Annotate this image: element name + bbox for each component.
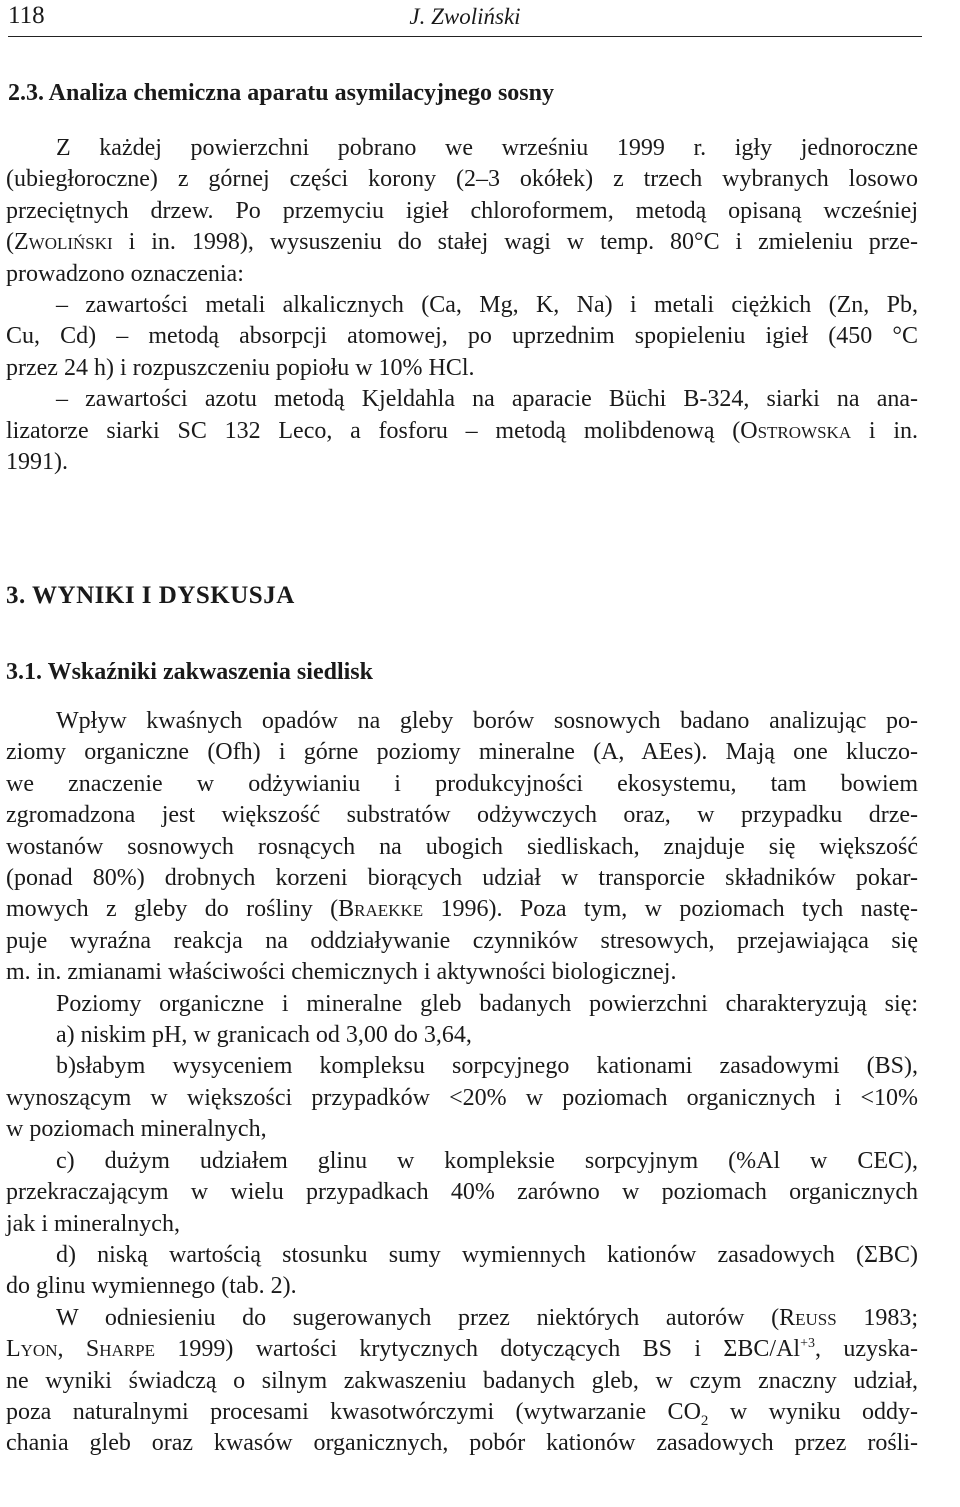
text-line: (ubiegłoroczne) z górnej części korony (2–3 okółek) z trzech wybranych losowo [6, 166, 918, 193]
section-heading-2-3: 2.3. Analiza chemiczna aparatu asymilacyjnego sosny [8, 80, 554, 106]
list-item: – zawartości azotu metodą Kjeldahla na aparacie Büchi B-324, siarki na ana- [56, 386, 918, 413]
citation-author: Ostrowska [740, 417, 852, 444]
text-line: zgromadzona jest większość substratów odżywczych oraz, w przypadku drze- [6, 802, 918, 829]
text-line [6, 1397, 918, 1428]
text-line [6, 1303, 918, 1334]
text-line: wostanów sosnowych rosnących na ubogich siedliskach, znajduje się większość [6, 833, 918, 860]
superscript: +3 [800, 1336, 815, 1352]
list-item-b: b)słabym wysyceniem kompleksu sorpcyjnego kationami zasadowymi (BS), [56, 1053, 918, 1080]
list-item-c: c) dużym udziałem glinu w kompleksie sorpcyjnym (%Al w CEC), [56, 1147, 918, 1174]
citation-author: Zwoliński [14, 229, 113, 256]
text-line: 1991). [6, 449, 68, 476]
list-item: – zawartości metali alkalicznych (Ca, Mg, K, Na) i metali ciężkich (Zn, Pb, [56, 292, 918, 319]
section-heading-3: 3. WYNIKI I DYSKUSJA [6, 582, 295, 609]
text-line: przez 24 h) i rozpuszczeniu popiołu w 10% HCl. [6, 354, 475, 381]
section-3-1-body [6, 706, 918, 1460]
section-2-3-body [6, 133, 918, 478]
text-line: Z każdej powierzchni pobrano we wrześniu 1999 r. igły jednoroczne [56, 135, 918, 161]
text-line: Cu, Cd) – metodą absorpcji atomowej, po uprzednim spopieleniu igieł (450 °C [6, 323, 918, 350]
text-fragment: 1999) wartości krytycznych dotyczących BS i ΣBC/Al [154, 1336, 801, 1363]
section-3 [6, 580, 918, 611]
text-line [6, 416, 918, 447]
text-line: Wpływ kwaśnych opadów na gleby borów sosnowych badano analizując po- [56, 708, 918, 734]
text-fragment: lizatorze siarki SC 132 Leco, a fosforu – metodą molibdenową ( [6, 417, 741, 444]
text-line: ne wyniki świadczą o silnym zakwaszeniu badanych gleb, w czym znaczny udział, [6, 1367, 918, 1394]
running-header [8, 0, 922, 37]
page-number: 118 [8, 2, 45, 29]
citation-author: Braekke [338, 896, 424, 923]
text-line: we znaczenie w odżywianiu i produkcyjności ekosystemu, tam bowiem [6, 770, 918, 797]
running-author: J. Zwoliński [409, 4, 521, 29]
text-line: przekraczającym w wielu przypadkach 40% zarówno w poziomach organicznych [6, 1179, 918, 1206]
citation-author: Reuss [779, 1304, 837, 1331]
citation-author: Sharpe [85, 1336, 155, 1363]
section-heading-3-1: 3.1. Wskaźniki zakwaszenia siedlisk [6, 659, 373, 685]
text-fragment: 1996). Poza tym, w poziomach tych nastę- [423, 896, 918, 923]
text-line: chania gleb oraz kwasów organicznych, pobór kationów zasadowych przez rośli- [6, 1430, 918, 1457]
text-fragment: i in. 1998), wysuszeniu do stałej wagi w temp. 80°C i zmieleniu prze- [128, 229, 919, 256]
text-fragment: , [57, 1336, 86, 1363]
text-line: w poziomach mineralnych, [6, 1116, 267, 1143]
text-line: prowadzono oznaczenia: [6, 260, 244, 287]
section-3-1 [6, 657, 918, 688]
text-line [6, 1334, 918, 1365]
text-line [6, 894, 918, 925]
text-line: jak i mineralnych, [6, 1210, 180, 1237]
citation-author: Lyon [6, 1336, 58, 1363]
text-line: przeciętnych drzew. Po przemyciu igieł chloroformem, metodą opisaną wcześniej [6, 197, 918, 224]
text-fragment: 1983; [836, 1304, 918, 1331]
text-fragment: mowych z gleby do rośliny ( [6, 896, 339, 923]
text-line: ziomy organiczne (Ofh) i górne poziomy mineralne (A, AEes). Mają one kluczo- [6, 739, 918, 766]
text-line: (Zwoliński i in. 1998), wysuszeniu do stałej wagi w temp. 80°C i zmieleniu prze- [6, 229, 919, 256]
text-line: m. in. zmianami właściwości chemicznych i aktywności biologicznej. [6, 959, 677, 986]
text-line: puje wyraźna reakcja na oddziaływanie czynników stresowych, przejawiająca się [6, 927, 918, 954]
subscript: 2 [700, 1412, 709, 1429]
section-2-3 [6, 78, 918, 109]
text-line: (ponad 80%) drobnych korzeni biorących udział w transporcie składników pokar- [6, 865, 918, 892]
text-fragment: W odniesieniu do sugerowanych przez niektórych autorów ( [56, 1304, 780, 1331]
text-fragment: poza naturalnymi procesami kwasotwórczymi (wytwarzanie CO [6, 1398, 701, 1425]
list-item-d: d) niską wartością stosunku sumy wymiennych kationów zasadowych (ΣBC) [56, 1241, 918, 1268]
text-line: wynoszącym w większości przypadków <20% w poziomach organicznych i <10% [6, 1084, 918, 1111]
text-fragment: , uzyska- [814, 1336, 918, 1363]
text-fragment: i in. [868, 417, 918, 444]
list-item-a: a) niskim pH, w granicach od 3,00 do 3,64, [56, 1022, 472, 1049]
text-line: Poziomy organiczne i mineralne gleb badanych powierzchni charakteryzują się: [56, 990, 918, 1017]
text-fragment: w wyniku oddy- [708, 1398, 918, 1425]
text-line: do glinu wymiennego (tab. 2). [6, 1273, 297, 1300]
